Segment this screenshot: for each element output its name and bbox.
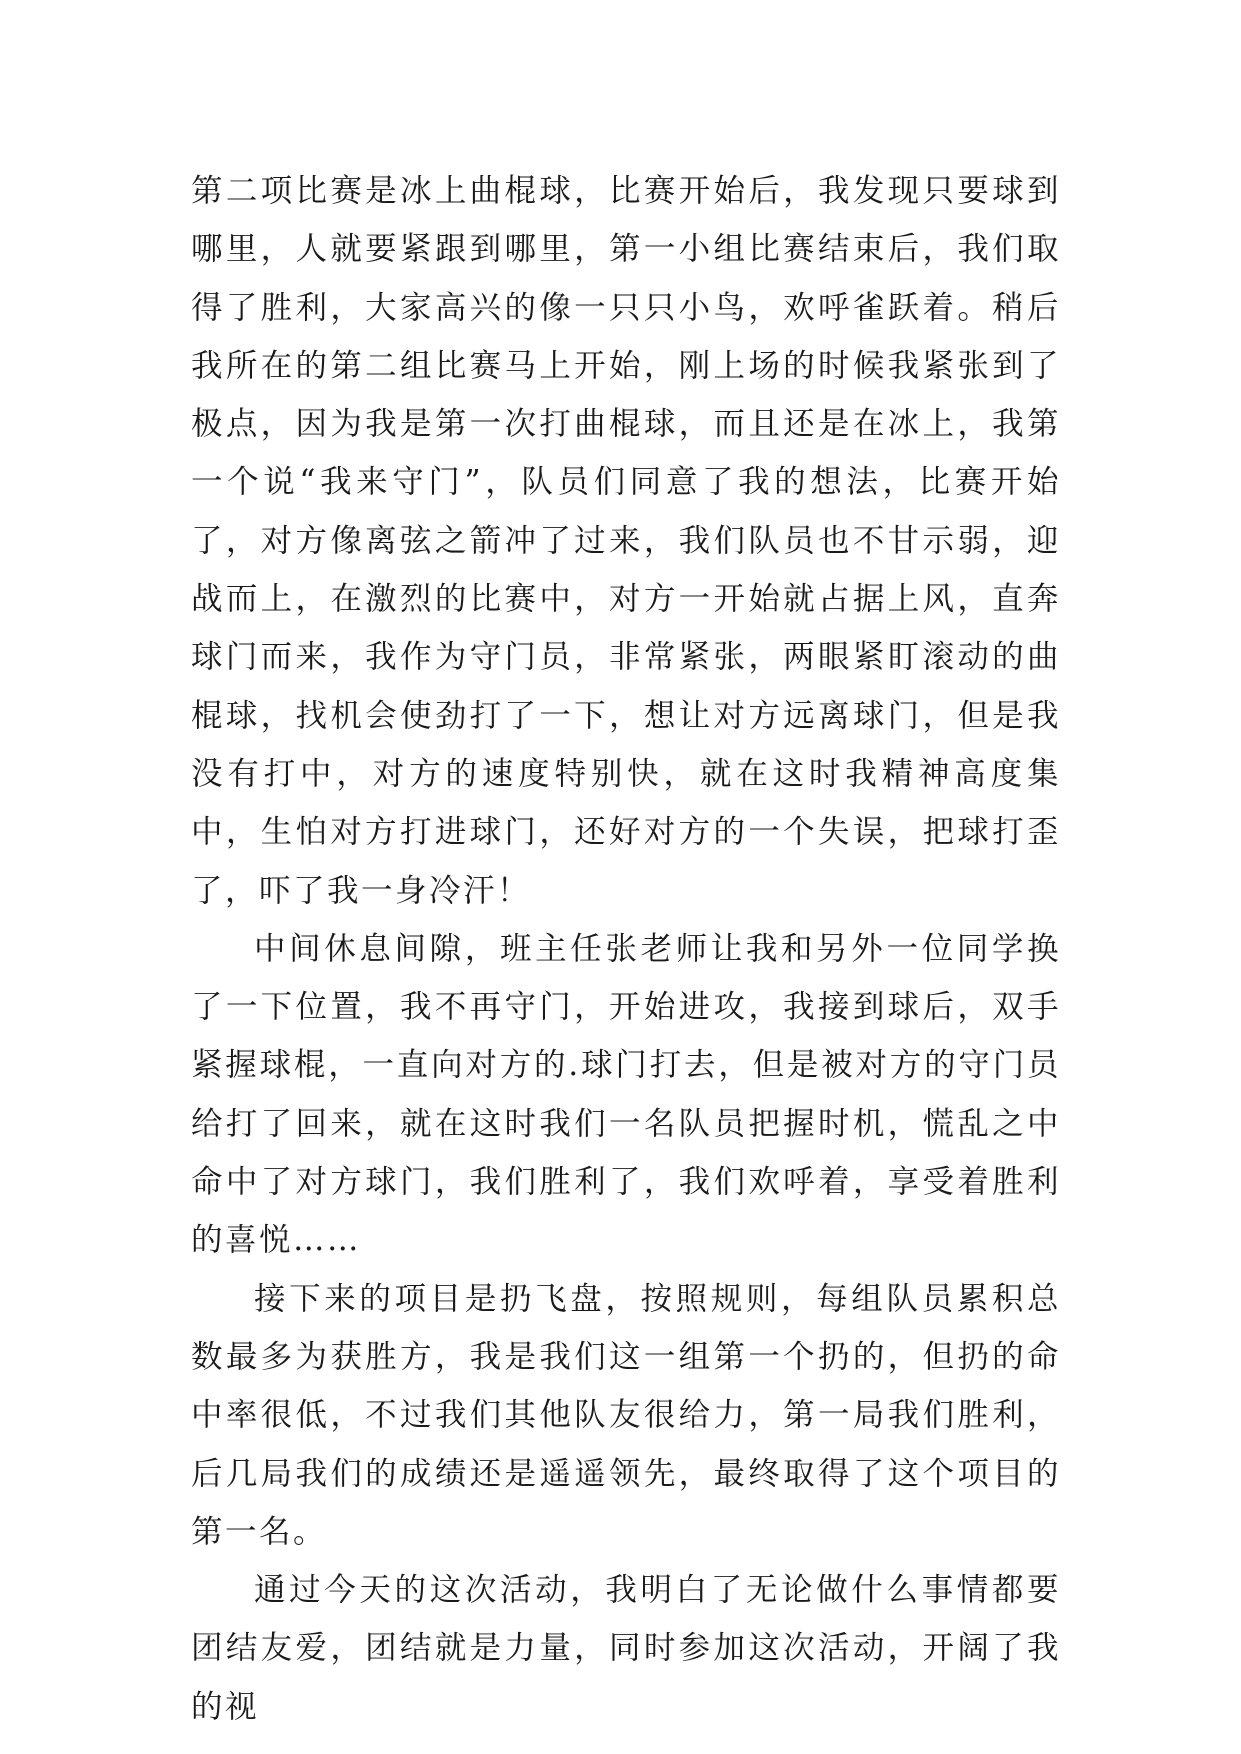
document-body bbox=[191, 162, 1061, 1736]
paragraph-hockey-match: 第二项比赛是冰上曲棍球，比赛开始后，我发现只要球到哪里，人就要紧跟到哪里，第一小组比赛结束后，我们取得了胜利，大家高兴的像一只只小鸟，欢呼雀跃着。稍后我所在的第二组比赛马上开始，刚上场的时候我紧张到了极点，因为我是第一次打曲棍球，而且还是在冰上，我第一个说“我来守门”，队员们同意了我的想法，比赛开始了，对方像离弦之箭冲了过来，我们队员也不甘示弱，迎战而上，在激烈的比赛中，对方一开始就占据上风，直奔球门而来，我作为守门员，非常紧张，两眼紧盯滚动的曲棍球，找机会使劲打了一下，想让对方远离球门，但是我没有打中，对方的速度特别快，就在这时我精神高度集中，生怕对方打进球门，还好对方的一个失误，把球打歪了，吓了我一身冷汗！ bbox=[191, 173, 1061, 909]
paragraph-halftime: 中间休息间隙，班主任张老师让我和另外一位同学换了一下位置，我不再守门，开始进攻，我接到球后，双手紧握球棍，一直向对方的.球门打去，但是被对方的守门员给打了回来，就在这时我们一名队员把握时机，慌乱之中命中了对方球门，我们胜利了，我们欢呼着，享受着胜利的喜悦…… bbox=[191, 930, 1061, 1259]
paragraph-frisbee: 接下来的项目是扔飞盘，按照规则，每组队员累积总数最多为获胜方，我是我们这一组第一个扔的，但扔的命中率很低，不过我们其他队友很给力，第一局我们胜利，后几局我们的成绩还是遥遥领先，最终取得了这个项目的第一名。 bbox=[191, 1280, 1061, 1550]
paragraph-conclusion: 通过今天的这次活动，我明白了无论做什么事情都要团结友爱，团结就是力量，同时参加这次活动，开阔了我的视 bbox=[191, 1572, 1061, 1725]
